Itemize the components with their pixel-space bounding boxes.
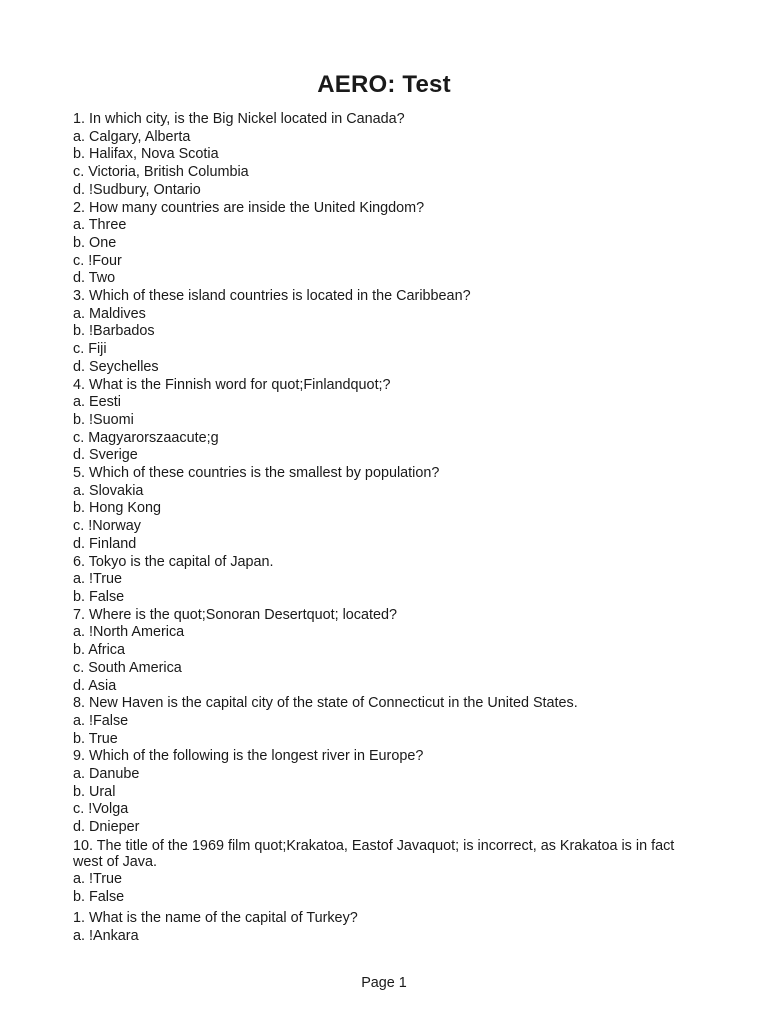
question-1: 1. In which city, is the Big Nickel located in Canada?	[73, 111, 405, 127]
question-4-option-c: c. Magyarorszaacute;g	[73, 429, 219, 446]
question-5-option-b: b. Hong Kong	[73, 500, 162, 517]
question-5: 5. Which of these countries is the smallest by population?	[73, 465, 440, 482]
question-1-option-a: a. Calgary, Alberta	[73, 128, 191, 145]
question-5-option-c: c. !Norway	[73, 518, 141, 535]
question-list	[73, 111, 703, 946]
page-number: Page 1	[361, 975, 407, 991]
question-2-option-b: b. One	[73, 234, 117, 251]
question-10-option-b: b. False	[73, 888, 125, 905]
question-9-option-c: c. !Volga	[73, 801, 129, 818]
question-9-option-b: b. Ural	[73, 783, 116, 800]
question-10-option-a: a. !True	[73, 870, 123, 887]
question-2-1: 1. What is the name of the capital of Turkey?	[73, 910, 358, 927]
question-2-1-option-a: a. !Ankara	[73, 927, 139, 944]
question-7-option-b: b. Africa	[73, 642, 125, 659]
question-9: 9. Which of the following is the longest river in Europe?	[73, 748, 424, 765]
question-3-option-d: d. Seychelles	[73, 358, 159, 375]
question-6-option-b: b. False	[73, 588, 125, 605]
question-7-option-d: d. Asia	[73, 677, 117, 694]
question-9-option-a: a. Danube	[73, 766, 140, 783]
question-2-option-d: d. Two	[73, 270, 116, 287]
question-7: 7. Where is the quot;Sonoran Desertquot; located?	[73, 606, 397, 623]
question-5-option-a: a. Slovakia	[73, 482, 144, 499]
question-3-option-b: b. !Barbados	[73, 323, 155, 340]
question-1-option-b: b. Halifax, Nova Scotia	[73, 146, 219, 163]
question-list-part-2	[73, 910, 703, 945]
page-title: AERO: Test	[317, 71, 451, 98]
question-1-option-d: d. !Sudbury, Ontario	[73, 181, 201, 198]
question-3: 3. Which of these island countries is located in the Caribbean?	[73, 288, 471, 305]
question-1-option-c: c. Victoria, British Columbia	[73, 164, 249, 181]
question-4-option-d: d. Sverige	[73, 447, 138, 464]
question-6-option-a: a. !True	[73, 571, 123, 588]
question-2: 2. How many countries are inside the United Kingdom?	[73, 199, 425, 216]
question-8: 8. New Haven is the capital city of the state of Connecticut in the United States.	[73, 695, 578, 712]
question-8-option-b: b. True	[73, 730, 118, 747]
question-6: 6. Tokyo is the capital of Japan.	[73, 553, 274, 570]
question-5-option-d: d. Finland	[73, 535, 137, 552]
question-4: 4. What is the Finnish word for quot;Finlandquot;?	[73, 376, 391, 393]
question-4-option-a: a. Eesti	[73, 394, 121, 411]
question-2-option-a: a. Three	[73, 217, 127, 234]
question-8-option-a: a. !False	[73, 712, 129, 729]
question-2-option-c: c. !Four	[73, 252, 122, 269]
question-3-option-a: a. Maldives	[73, 305, 146, 322]
question-10: 10. The title of the 1969 film quot;Krakatoa, Eastof Javaquot; is incorrect, as Krakatoa is in fact west of Java.	[73, 837, 675, 871]
question-4-option-b: b. !Suomi	[73, 411, 134, 428]
question-3-option-c: c. Fiji	[73, 341, 107, 358]
question-7-option-a: a. !North America	[73, 624, 185, 641]
question-9-option-d: d. Dnieper	[73, 819, 140, 836]
question-7-option-c: c. South America	[73, 659, 182, 676]
